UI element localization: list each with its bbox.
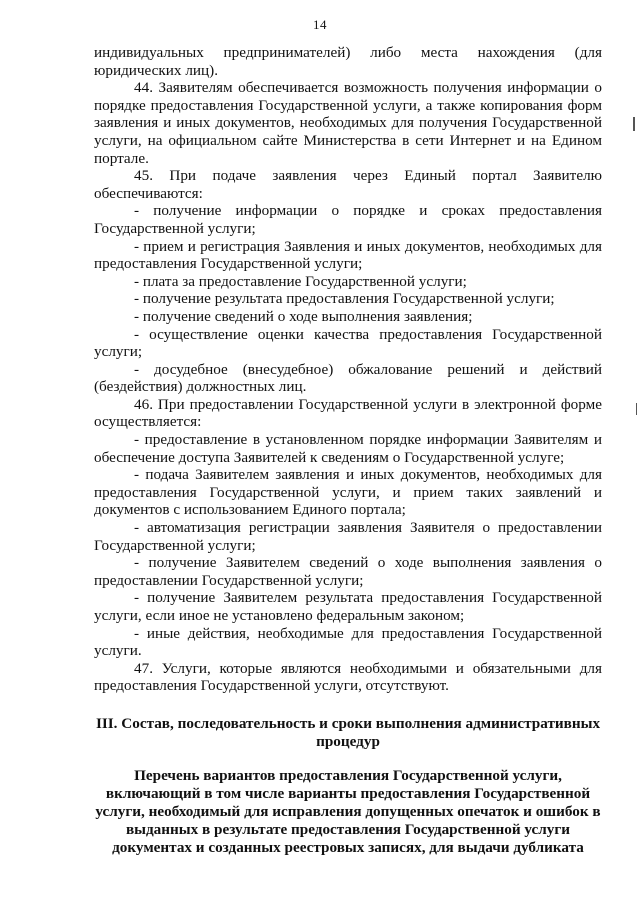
paragraph: - получение Заявителем сведений о ходе выполнения заявления о предоставлении Государственной услуги; [94,554,602,589]
paragraph: - досудебное (внесудебное) обжалование решений и действий (бездействия) должностных лиц. [94,360,602,396]
paragraph: 45. При подаче заявления через Единый портал Заявителю обеспечиваются: [94,167,602,202]
paragraph: - получение Заявителем результата предоставления Государственной услуги, если иное не установлено федеральным законом; [94,589,602,624]
section-heading: III. Состав, последовательность и сроки выполнения административных процедур [95,715,601,750]
paragraph: индивидуальных предпринимателей) либо места нахождения (для юридических лиц). [94,44,602,79]
body-text [94,44,602,695]
scan-mark [633,117,635,131]
paragraph: - автоматизация регистрации заявления Заявителя о предоставлении Государственной услуги; [94,519,602,554]
page-number: 14 [313,17,327,32]
paragraph: - получение сведений о ходе выполнения заявления; [134,307,473,325]
paragraph: - получение результата предоставления Государственной услуги; [134,290,555,308]
paragraph: - прием и регистрация Заявления и иных документов, необходимых для предоставления Государственной услуги; [94,237,602,273]
paragraph: - осуществление оценки качества предоставления Государственной услуги; [94,325,602,361]
paragraph: 47. Услуги, которые являются необходимыми и обязательными для предоставления Государственной услуги, отсутствуют. [94,659,602,695]
paragraph: 44. Заявителям обеспечивается возможность получения информации о порядке предоставления Государственной услуги, а также копирования форм заявления и иных документов, необходимых для получения Государственной услуги, на официальном сайте Министерства в сети Интернет и на Едином портале. [94,79,602,167]
paragraph: 46. При предоставлении Государственной услуги в электронной форме осуществляется: [94,395,602,431]
paragraph: - иные действия, необходимые для предоставления Государственной услуги. [94,624,602,660]
paragraph: - плата за предоставление Государственной услуги; [134,272,467,290]
paragraph: - предоставление в установленном порядке информации Заявителям и обеспечение доступа Заявителей к сведениям о Государственной услуге; [94,431,602,466]
paragraph: - подача Заявителем заявления и иных документов, необходимых для предоставления Государственной услуги, и прием таких заявлений и документов с использованием Единого портала; [94,466,602,519]
sub-heading: Перечень вариантов предоставления Государственной услуги, включающий в том числе варианты предоставления Государственной услуги, необходимый для исправления допущенных опечаток и ошибок в выданных в результате предоставления Государственной услуги документах и созданных реестровых записях, для выдачи дубликата [95,767,601,856]
scan-mark [636,403,637,415]
paragraph: - получение информации о порядке и сроках предоставления Государственной услуги; [94,202,602,237]
